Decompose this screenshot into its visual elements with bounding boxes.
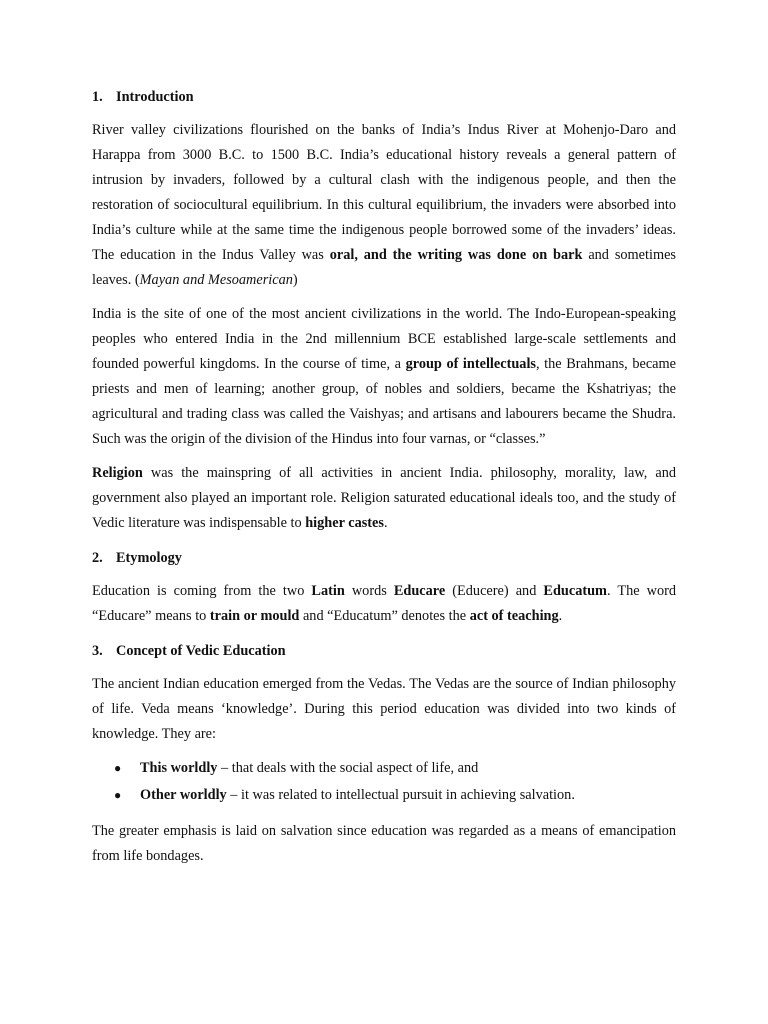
bold-text: This worldly: [140, 760, 218, 776]
text-run: was the mainspring of all activities in ancient India. philosophy, morality, law, and government also played an important role. Religion saturated educational ideals too, and the study of Vedic literature was indispensable to: [92, 465, 676, 531]
list-item-text: [140, 787, 575, 803]
list-item: [92, 756, 676, 781]
bold-text: Religion: [92, 465, 143, 481]
text-run: (Educere) and: [445, 583, 544, 599]
text-run: and sometimes leaves. (: [92, 247, 676, 288]
bullet-list: [92, 756, 676, 808]
text-run: India is the site of one of the most ancient civilizations in the world. The Indo-European-speaking peoples who entered India in the 2nd millennium BCE established large-scale settlements and founded powerful kingdoms. In the course of time, a: [92, 306, 676, 372]
section-etymology: [92, 547, 676, 629]
bold-text: higher castes: [305, 515, 384, 531]
section-title: Concept of Vedic Education: [116, 643, 286, 659]
list-item: [92, 783, 676, 808]
italic-text: Mayan and Mesoamerican: [139, 272, 293, 288]
text-run: – that deals with the social aspect of life, and: [217, 760, 479, 776]
section-heading: [92, 86, 676, 108]
text-run: , the Brahmans, became priests and men of learning; another group, of nobles and soldiers, became the Kshatriyas; the agricultural and trading class was called the Vaishyas; and artisans and labourers became the Shudra. Such was the origin of the division of the Hindus into four varnas, or “classes.”: [92, 356, 676, 447]
text-run: Education is coming from the two: [92, 583, 312, 599]
section-title: Etymology: [116, 550, 182, 566]
section-introduction: [92, 86, 676, 536]
bold-text: group of intellectuals: [405, 356, 536, 372]
text-run: River valley civilizations flourished on the banks of India’s Indus River at Mohenjo-Daro and Harappa from 3000 B.C. to 1500 B.C. India’s educational history reveals a general pattern of intrusion by invaders, followed by a cultural clash with the indigenous people, and then the restoration of sociocultural equilibrium. In this cultural equilibrium, the invaders were absorbed into India’s culture while at the same time the indigenous people borrowed some of the invaders’ ideas. The education in the Indus Valley was: [92, 122, 676, 263]
text-run: .: [558, 608, 563, 624]
section-title: Introduction: [116, 89, 194, 105]
section-number: 2.: [92, 550, 103, 566]
section-heading: [92, 640, 676, 662]
text-run: The greater emphasis is laid on salvation since education was regarded as a means of emancipation from life bondages.: [92, 823, 676, 864]
section-number: 1.: [92, 89, 103, 105]
bullet-icon: ●: [114, 788, 122, 802]
paragraph: [92, 461, 676, 536]
bold-text: Latin: [311, 583, 345, 599]
bold-text: act of teaching: [469, 608, 559, 624]
text-run: words: [344, 583, 394, 599]
bold-text: oral, and the writing was done on bark: [329, 247, 583, 263]
bold-text: Educatum: [543, 583, 607, 599]
list-item-text: [140, 760, 478, 776]
paragraph: [92, 118, 676, 293]
paragraph: [92, 302, 676, 452]
bold-text: Other worldly: [140, 787, 227, 803]
text-run: and “Educatum” denotes the: [299, 608, 470, 624]
section-heading: [92, 547, 676, 569]
bold-text: Educare: [393, 583, 446, 599]
paragraph: [92, 819, 676, 869]
document-page: [92, 86, 676, 878]
text-run: – it was related to intellectual pursuit in achieving salvation.: [226, 787, 575, 803]
paragraph: [92, 579, 676, 629]
text-run: . The word “Educare” means to: [92, 583, 677, 624]
bullet-icon: ●: [114, 761, 122, 775]
section-number: 3.: [92, 643, 103, 659]
paragraph: [92, 672, 676, 747]
text-run: .: [383, 515, 388, 531]
bold-text: train or mould: [209, 608, 300, 624]
section-vedic-education: [92, 640, 676, 869]
text-run: The ancient Indian education emerged from the Vedas. The Vedas are the source of Indian philosophy of life. Veda means ‘knowledge’. During this period education was divided into two kinds of knowledge. They are:: [92, 676, 676, 742]
text-run: ): [292, 272, 298, 288]
